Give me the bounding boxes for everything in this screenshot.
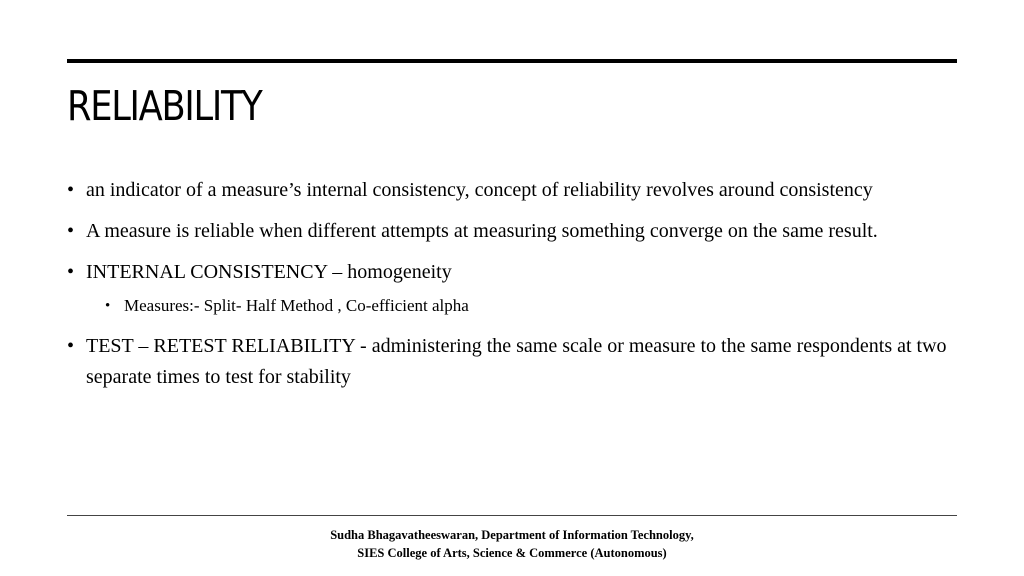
bullet-marker: • (67, 261, 75, 283)
bullet-item (67, 216, 947, 247)
bullet-marker: • (67, 179, 75, 201)
bullet-text: INTERNAL CONSISTENCY – homogeneity (86, 261, 452, 283)
bullet-text: TEST – RETEST RELIABILITY - administering the same scale or measure to the same respondents at two separate times to test for stability (86, 335, 947, 388)
sub-bullet-marker: • (105, 298, 111, 314)
footer-college-line: SIES College of Arts, Science & Commerce (Autonomous) (357, 546, 667, 560)
bullet-marker: • (67, 220, 75, 242)
bullet-item (67, 175, 947, 206)
footer-author-line: Sudha Bhagavatheeswaran, Department of Information Technology, (330, 528, 694, 542)
title-top-rule (67, 59, 957, 63)
bullet-item (67, 257, 947, 288)
sub-bullet-item (105, 294, 947, 318)
sub-bullet-text: Measures:- Split- Half Method , Co-efficient alpha (124, 296, 469, 315)
slide-content (67, 175, 947, 393)
footer-rule (67, 515, 957, 516)
slide-title: RELIABILITY (67, 82, 262, 130)
slide-footer (0, 526, 1024, 562)
bullet-item (67, 331, 947, 393)
bullet-marker: • (67, 335, 75, 357)
bullet-text: A measure is reliable when different attempts at measuring something converge on the same result. (86, 220, 878, 242)
bullet-text: an indicator of a measure’s internal consistency, concept of reliability revolves around consistency (86, 179, 873, 201)
